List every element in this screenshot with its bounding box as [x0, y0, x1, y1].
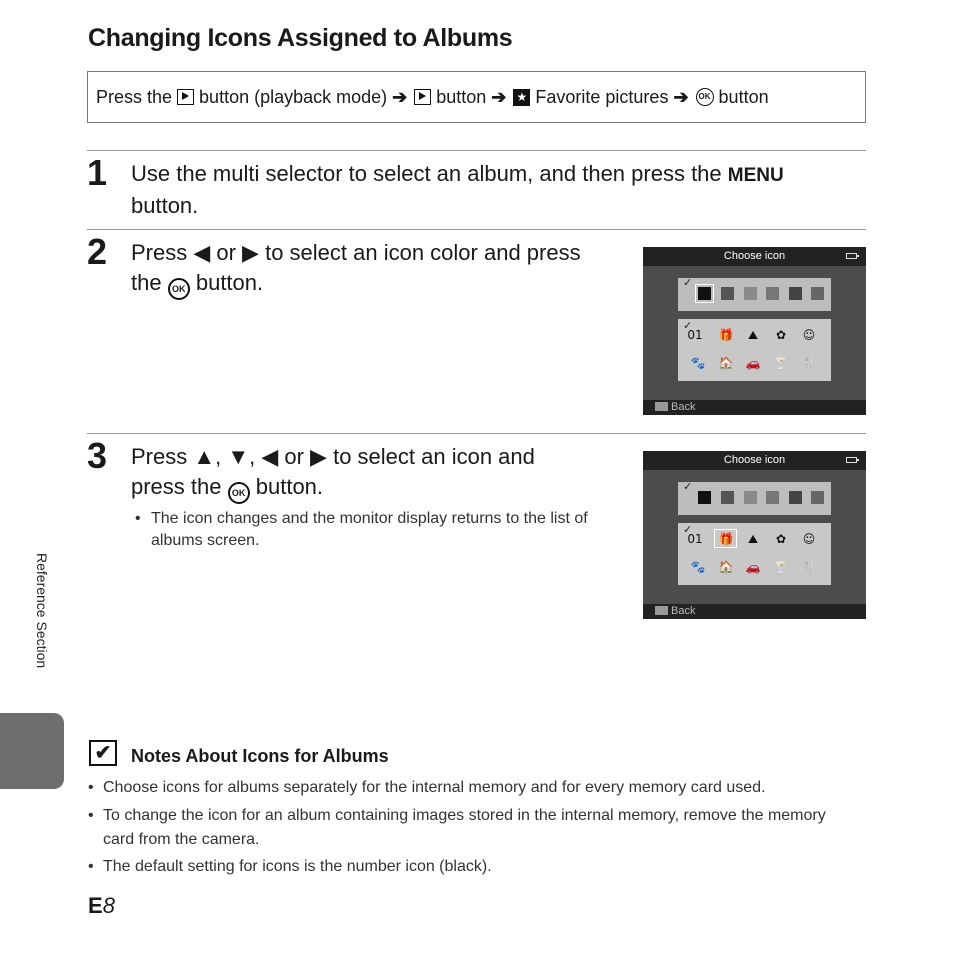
note-item: [88, 776, 858, 800]
color-swatch-black[interactable]: [698, 287, 711, 300]
page-title: Changing Icons Assigned to Albums: [88, 24, 513, 52]
screen-title: Choose icon: [723, 454, 786, 466]
house-icon[interactable]: 🏠: [718, 560, 734, 574]
landscape-icon[interactable]: ⛰: [747, 532, 759, 546]
note-text: To change the icon for an album containing images stored in the internal memory, remove the memory card from the camera.: [103, 807, 826, 848]
page-number-value: 8: [102, 893, 115, 918]
icon-color-panel: [678, 278, 831, 311]
color-swatch[interactable]: [811, 287, 824, 300]
step-1-text-a: Use the multi selector to select an album, and then press the: [131, 161, 722, 186]
divider: [87, 150, 866, 151]
page-prefix: E: [88, 893, 103, 918]
page-number: [88, 893, 115, 919]
cocktail-icon[interactable]: 🍸: [773, 560, 789, 574]
color-swatch-black[interactable]: [698, 491, 711, 504]
screen-footer: [643, 400, 866, 415]
car-icon[interactable]: 🚗: [745, 356, 761, 370]
notes-title: Notes About Icons for Albums: [131, 746, 389, 766]
note-item: [88, 804, 858, 852]
sidebar-label-text: Reference Section: [34, 553, 50, 669]
checkmark-note-icon: ✔: [89, 740, 117, 766]
number-icon[interactable]: 01: [687, 532, 703, 546]
ok-button-icon: OK: [228, 482, 250, 504]
number-icon[interactable]: 01: [687, 328, 703, 342]
screen-title: Choose icon: [723, 250, 786, 262]
bullet-glyph: •: [88, 779, 94, 796]
step-3-bullet: [135, 508, 605, 552]
menu-badge-icon: [655, 606, 668, 615]
house-icon[interactable]: 🏠: [718, 356, 734, 370]
screen-footer: [643, 604, 866, 619]
nav-arrow-icon: ➔: [673, 86, 689, 107]
color-swatch[interactable]: [721, 491, 734, 504]
navigation-path-box: [87, 71, 866, 123]
nav-playback-label: button (playback mode): [199, 86, 388, 107]
nav-press-the: Press the: [96, 86, 173, 107]
screen-header: [643, 247, 866, 266]
step-3-line2a: press the: [131, 474, 222, 499]
face-icon[interactable]: ☺: [802, 532, 816, 546]
color-swatch[interactable]: [789, 491, 802, 504]
flower-icon[interactable]: ✿: [775, 328, 787, 342]
step-2-text: [131, 238, 621, 300]
menu-badge-icon: [655, 402, 668, 411]
step-3-text: [131, 442, 621, 504]
icon-panel: [678, 319, 831, 381]
step-3-number: 3: [87, 435, 108, 476]
bullet-glyph: •: [88, 858, 94, 875]
check-icon: ✓: [683, 524, 693, 536]
section-tab: [0, 713, 64, 789]
cocktail-icon[interactable]: 🍸: [773, 356, 789, 370]
icon-color-panel: [678, 482, 831, 515]
favorite-pictures-icon: ★: [513, 89, 530, 106]
playback-button-icon: [177, 89, 194, 105]
color-swatch[interactable]: [744, 491, 757, 504]
camera-screen-2: [643, 451, 866, 619]
check-icon: ✓: [683, 277, 693, 289]
back-label: Back: [671, 605, 696, 617]
icon-panel: [678, 523, 831, 585]
bullet-glyph: •: [135, 510, 141, 527]
step-2-line2a: the: [131, 270, 162, 295]
flower-icon[interactable]: ✿: [775, 532, 787, 546]
check-icon: ✓: [683, 320, 693, 332]
gift-icon[interactable]: 🎁: [718, 532, 734, 546]
nav-arrow-icon: ➔: [491, 86, 507, 107]
color-swatch[interactable]: [811, 491, 824, 504]
nav-button-label: button: [436, 86, 487, 107]
step-3-line1: Press ▲, ▼, ◀ or ▶ to select an icon and: [131, 444, 535, 469]
car-icon[interactable]: 🚗: [745, 560, 761, 574]
color-swatch[interactable]: [789, 287, 802, 300]
color-swatch[interactable]: [744, 287, 757, 300]
back-label: Back: [671, 401, 696, 413]
cutlery-icon[interactable]: 🍴: [801, 560, 817, 574]
check-icon: ✓: [683, 481, 693, 493]
face-icon[interactable]: ☺: [802, 328, 816, 342]
landscape-icon[interactable]: ⛰: [747, 328, 759, 342]
step-1-text: [131, 159, 831, 221]
step-3-line2b: button.: [255, 474, 324, 499]
sidebar-section-label: [34, 553, 54, 703]
step-2-line2b: button.: [195, 270, 264, 295]
step-2-line1: Press ◀ or ▶ to select an icon color and press: [131, 240, 581, 265]
ok-button-icon: OK: [696, 88, 714, 106]
battery-icon: [846, 457, 857, 463]
nav-ok-label: button: [718, 86, 769, 107]
screen-header: [643, 451, 866, 470]
note-text: Choose icons for albums separately for the internal memory and for every memory card used.: [103, 779, 766, 796]
step-1-number: 1: [87, 152, 108, 193]
pet-icon[interactable]: 🐾: [690, 560, 706, 574]
bullet-glyph: •: [88, 807, 94, 824]
ok-button-icon: OK: [168, 278, 190, 300]
gift-icon[interactable]: 🎁: [718, 328, 734, 342]
divider: [87, 433, 866, 434]
step-3-bullet-text: The icon changes and the monitor display returns to the list of albums screen.: [151, 510, 588, 549]
nav-favorite-label: Favorite pictures: [535, 86, 669, 107]
menu-button-glyph: MENU: [727, 165, 784, 186]
nav-arrow-icon: ➔: [392, 86, 408, 107]
divider: [87, 229, 866, 230]
step-2-number: 2: [87, 231, 108, 272]
playback-button-icon: [414, 89, 431, 105]
battery-icon: [846, 253, 857, 259]
cutlery-icon[interactable]: 🍴: [801, 356, 817, 370]
color-swatch[interactable]: [721, 287, 734, 300]
note-item: [88, 855, 858, 879]
pet-icon[interactable]: 🐾: [690, 356, 706, 370]
color-swatch[interactable]: [766, 287, 779, 300]
camera-screen-1: [643, 247, 866, 415]
color-swatch[interactable]: [766, 491, 779, 504]
step-1-text-b: button.: [131, 193, 199, 218]
note-text: The default setting for icons is the number icon (black).: [103, 858, 492, 875]
